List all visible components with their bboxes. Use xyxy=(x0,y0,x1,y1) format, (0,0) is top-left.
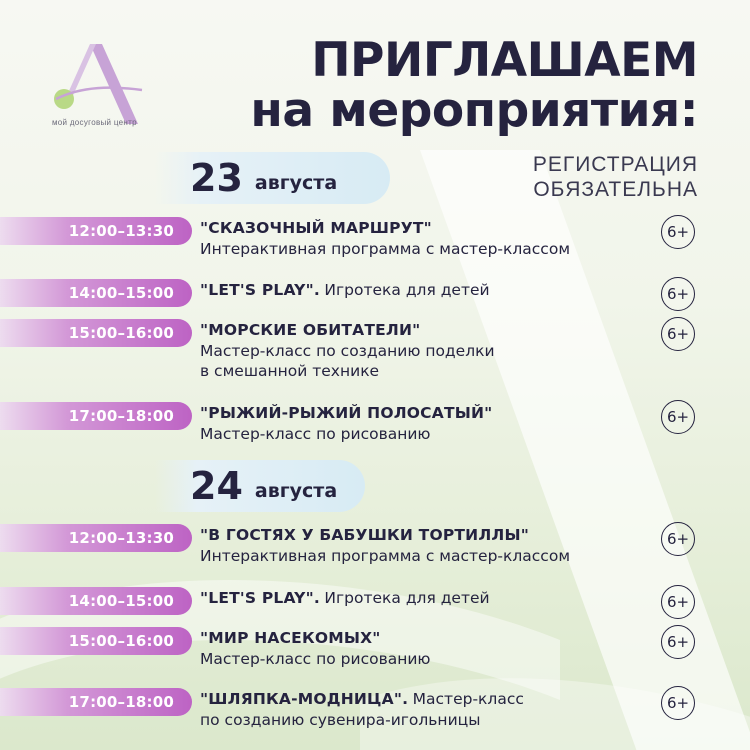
date-day: 23 xyxy=(190,156,243,200)
time-pill xyxy=(0,217,192,245)
age-badge: 6+ xyxy=(661,400,695,434)
age-badge: 6+ xyxy=(661,215,695,249)
time-pill xyxy=(0,319,192,347)
event-time: 14:00–15:00 xyxy=(68,284,174,302)
event-description-line-2: по созданию сувенира-игольницы xyxy=(200,711,481,729)
event-description: Интерактивная программа с мастер-классом xyxy=(200,240,571,258)
event-time: 15:00–16:00 xyxy=(68,632,174,650)
registration-line-1: РЕГИСТРАЦИЯ xyxy=(532,153,698,176)
date-heading-2 xyxy=(155,460,365,512)
date-month: августа xyxy=(254,172,338,194)
event-description: Игротека для детей xyxy=(324,281,490,299)
event-time: 12:00–13:30 xyxy=(68,529,174,547)
event-info xyxy=(200,280,650,301)
event-time: 14:00–15:00 xyxy=(68,592,174,610)
event-info xyxy=(200,689,650,730)
age-badge: 6+ xyxy=(661,585,695,619)
event-info xyxy=(200,628,650,669)
event-title: "LET'S PLAY". xyxy=(200,281,320,299)
time-pill xyxy=(0,279,192,307)
title-line-2: на мероприятия: xyxy=(250,83,698,138)
brand-caption: мой досуговый центр xyxy=(52,118,137,127)
time-pill xyxy=(0,627,192,655)
event-info xyxy=(200,588,650,609)
event-description-line-2: в смешанной технике xyxy=(200,362,380,380)
event-title: "LET'S PLAY". xyxy=(200,589,320,607)
age-badge: 6+ xyxy=(661,277,695,311)
event-time: 17:00–18:00 xyxy=(68,693,174,711)
event-title: "МОРСКИЕ ОБИТАТЕЛИ" xyxy=(200,321,421,339)
registration-note xyxy=(533,152,698,202)
age-badge: 6+ xyxy=(661,625,695,659)
time-pill xyxy=(0,688,192,716)
age-badge: 6+ xyxy=(661,522,695,556)
event-title: "РЫЖИЙ-РЫЖИЙ ПОЛОСАТЫЙ" xyxy=(200,404,493,422)
page-title xyxy=(250,33,698,138)
date-month: августа xyxy=(254,480,338,502)
event-title: "СКАЗОЧНЫЙ МАРШРУТ" xyxy=(200,219,432,237)
event-time: 15:00–16:00 xyxy=(68,324,174,342)
date-day: 24 xyxy=(190,464,243,508)
event-description: Игротека для детей xyxy=(324,589,490,607)
event-description: Интерактивная программа с мастер-классом xyxy=(200,547,571,565)
event-time: 17:00–18:00 xyxy=(68,407,174,425)
event-info xyxy=(200,320,650,381)
event-time: 12:00–13:30 xyxy=(68,222,174,240)
event-description: Мастер-класс по созданию поделки xyxy=(200,342,495,360)
event-description: Мастер-класс по рисованию xyxy=(200,425,431,443)
age-badge: 6+ xyxy=(661,686,695,720)
brand-logo xyxy=(52,40,162,128)
event-info xyxy=(200,525,650,566)
registration-line-2: ОБЯЗАТЕЛЬНА xyxy=(533,178,698,201)
event-title: "МИР НАСЕКОМЫХ" xyxy=(200,629,381,647)
event-description: Мастер-класс по рисованию xyxy=(200,650,431,668)
event-description: Мастер-класс xyxy=(412,690,524,708)
time-pill xyxy=(0,524,192,552)
event-title: "ШЛЯПКА-МОДНИЦА". xyxy=(200,690,409,708)
time-pill xyxy=(0,587,192,615)
event-title: "В ГОСТЯХ У БАБУШКИ ТОРТИЛЛЫ" xyxy=(200,526,530,544)
date-heading-1 xyxy=(155,152,390,204)
age-badge: 6+ xyxy=(661,317,695,351)
event-info xyxy=(200,218,650,259)
event-info xyxy=(200,403,650,444)
time-pill xyxy=(0,402,192,430)
title-line-1: ПРИГЛАШАЕМ xyxy=(311,33,698,88)
